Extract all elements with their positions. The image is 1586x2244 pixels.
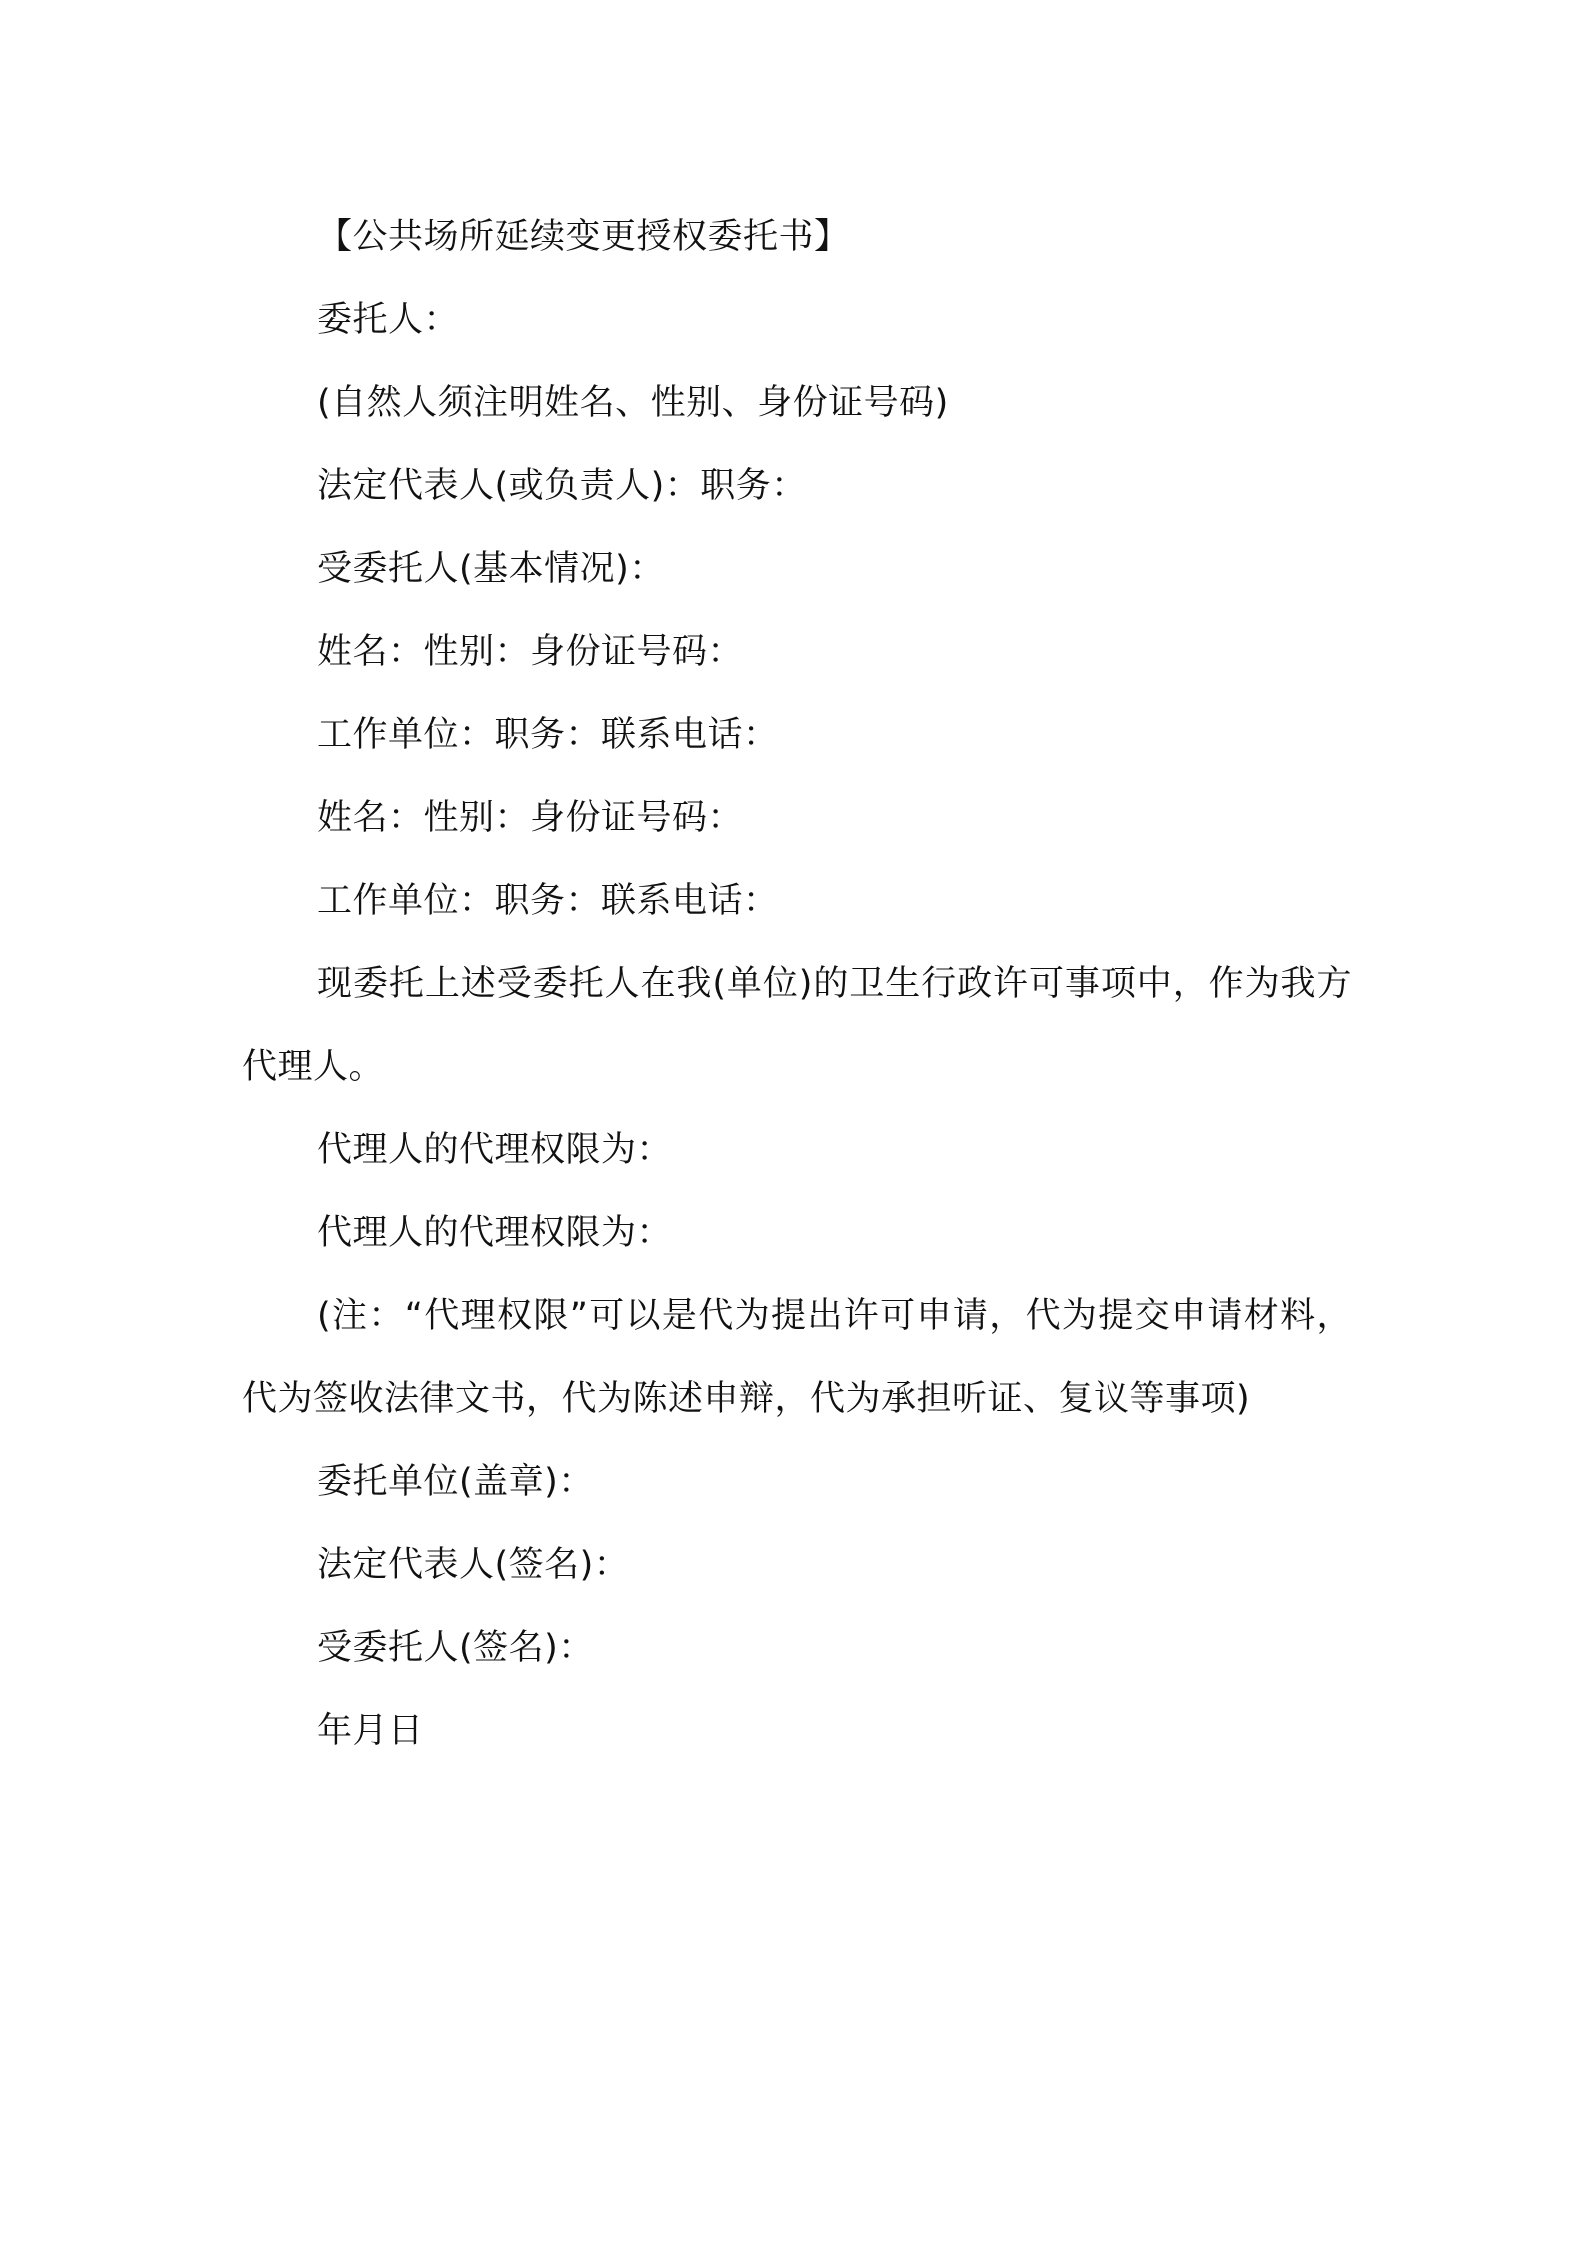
document-title: 【公共场所延续变更授权委托书】 <box>317 217 850 257</box>
date-line: 年月日 <box>317 1711 424 1751</box>
entrust-paragraph: 现委托上述受委托人在我(单位)的卫生行政许可事项中，作为我方代理人。 <box>242 964 1352 1087</box>
natural-person-note: (自然人须注明姓名、性别、身份证号码) <box>317 383 949 423</box>
scope-note-paragraph: (注：“代理权限”可以是代为提出许可申请，代为提交申请材料，代为签收法律文书，代为陈述申辩，代为承担听证、复议等事项) <box>242 1296 1352 1419</box>
legal-rep-signature-line: 法定代表人(签名)： <box>317 1545 630 1585</box>
legal-rep-line: 法定代表人(或负责人)：职务： <box>317 466 807 506</box>
agent-2-work-line: 工作单位：职务：联系电话： <box>317 881 779 921</box>
agent-basic-info-label: 受委托人(基本情况)： <box>317 549 665 589</box>
agent-signature-line: 受委托人(签名)： <box>317 1628 594 1668</box>
agent-1-identity-line: 姓名：性别：身份证号码： <box>317 632 744 672</box>
agent-1-work-line: 工作单位：职务：联系电话： <box>317 715 779 755</box>
agent-scope-line-1: 代理人的代理权限为： <box>317 1130 673 1170</box>
principal-label: 委托人： <box>317 300 460 340</box>
document-body <box>242 196 1352 1773</box>
seal-line: 委托单位(盖章)： <box>317 1462 594 1502</box>
agent-2-identity-line: 姓名：性别：身份证号码： <box>317 798 744 838</box>
agent-scope-line-2: 代理人的代理权限为： <box>317 1213 673 1253</box>
